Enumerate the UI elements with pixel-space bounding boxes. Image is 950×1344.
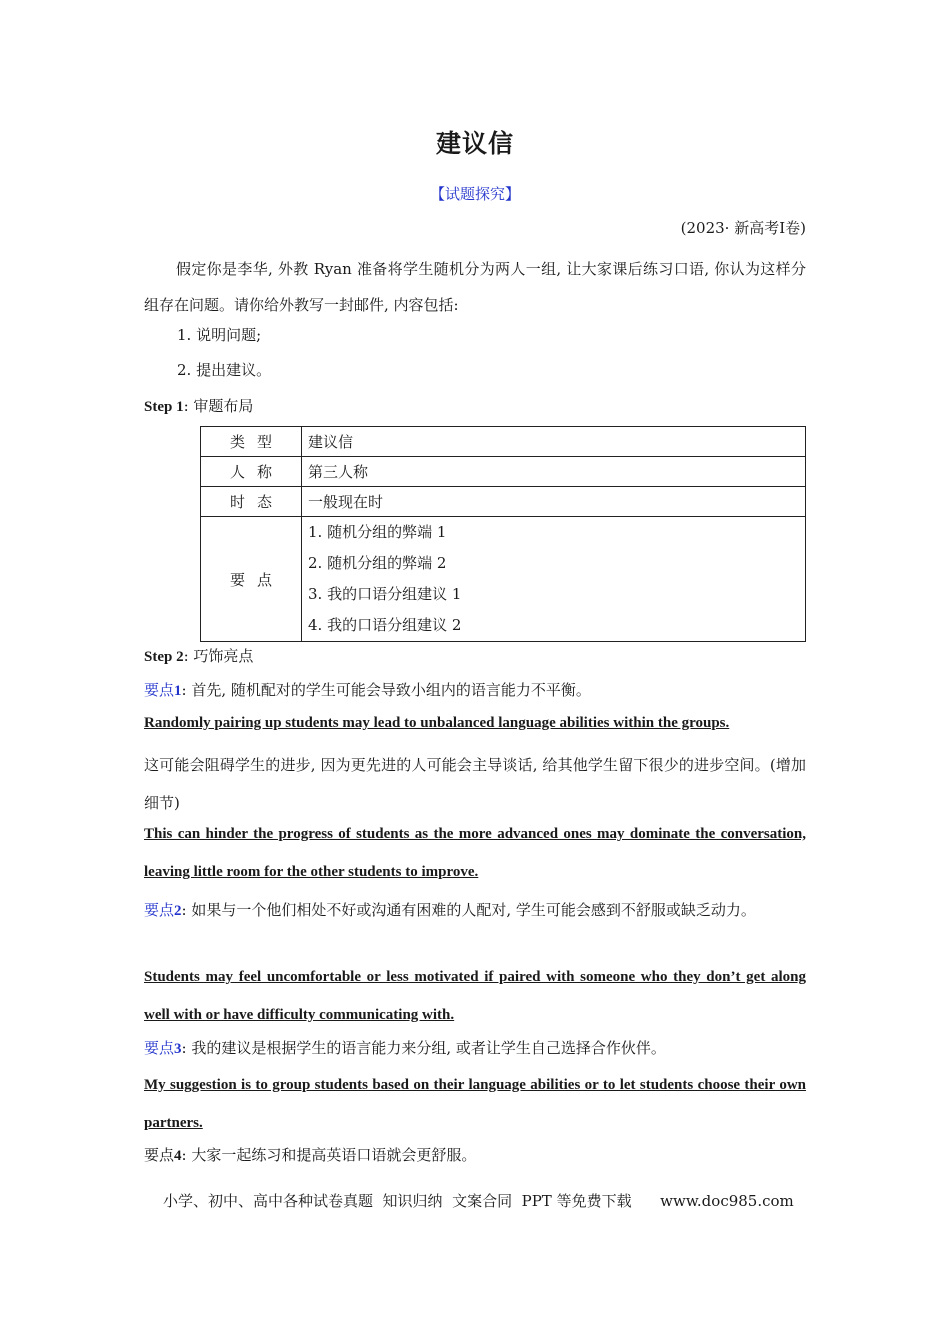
section-label: 【试题探究】 (429, 185, 520, 203)
key-point-label: 要点 (144, 901, 175, 919)
table-row (201, 517, 806, 642)
key-point-num: 4 (174, 1148, 182, 1164)
step2-label: Step 2 (144, 649, 184, 665)
key-point-cn: : 首先, 随机配对的学生可能会导致小组内的语言能力不平衡。 (181, 681, 591, 699)
exam-source: (2023· 新高考Ⅰ卷) (680, 219, 806, 237)
table-key: 类型 (201, 427, 302, 457)
table-row (201, 487, 806, 517)
step1-heading (144, 395, 806, 416)
key-point-label: 要点 (144, 681, 175, 699)
detail-cn: 这可能会阻碍学生的进步, 因为更先进的人可能会主导谈话, 给其他学生留下很少的进步空间。(增加细节) (144, 756, 806, 812)
key-point-num: 3 (174, 1041, 182, 1057)
table-key: 要点 (201, 517, 302, 642)
table-key: 人称 (201, 457, 302, 487)
detail-en: This can hinder the progress of students as the more advanced ones may dominate the conversation, leaving little room for the other students to improve. (144, 826, 806, 880)
step1-text: : 审题布局 (183, 397, 254, 415)
points-cell (302, 517, 806, 642)
key-point-label: 要点 (144, 1039, 175, 1057)
prompt-paragraph: 假定你是李华, 外教 Ryan 准备将学生随机分为两人一组, 让大家课后练习口语, 你认为这样分组存在问题。请你给外教写一封邮件, 内容包括: (144, 260, 806, 314)
table-row (201, 457, 806, 487)
step1-label: Step 1 (144, 399, 184, 415)
key-point-num: 1 (174, 683, 182, 699)
list-item: 4. 我的口语分组建议 2 (308, 616, 462, 634)
key-point-num: 2 (174, 903, 182, 919)
outline-table (200, 426, 806, 642)
key-point-en: Students may feel uncomfortable or less motivated if paired with someone who they don’t get along well with or have difficulty communicating with. (144, 969, 806, 1023)
page-footer: 小学、初中、高中各种试卷真题 知识归纳 文案合同 PPT 等免费下载 www.doc985.com (163, 1192, 794, 1210)
key-point-label: 要点 (144, 1146, 175, 1164)
key-point-cn: : 我的建议是根据学生的语言能力来分组, 或者让学生自己选择合作伙伴。 (181, 1039, 666, 1057)
list-item: 1. 随机分组的弊端 1 (308, 523, 447, 541)
key-point-en: Randomly pairing up students may lead to unbalanced language abilities within the groups. (144, 715, 730, 731)
table-row (201, 427, 806, 457)
key-point-3 (144, 1037, 806, 1058)
table-key: 时态 (201, 487, 302, 517)
step2-heading (144, 645, 806, 666)
table-value: 一般现在时 (302, 487, 806, 517)
key-point-cn: : 如果与一个他们相处不好或沟通有困难的人配对, 学生可能会感到不舒服或缺乏动力。 (181, 901, 756, 919)
list-item: 2. 随机分组的弊端 2 (308, 554, 447, 572)
step2-text: : 巧饰亮点 (183, 647, 254, 665)
key-point-2 (144, 891, 806, 930)
key-point-cn: : 大家一起练习和提高英语口语就会更舒服。 (181, 1146, 477, 1164)
page-title: 建议信 (435, 129, 514, 158)
table-value: 第三人称 (302, 457, 806, 487)
key-point-en: My suggestion is to group students based on their language abilities or to let students choose their own partners. (144, 1077, 806, 1131)
requirement-item: 2. 提出建议。 (177, 361, 272, 379)
requirement-item: 1. 说明问题; (177, 326, 262, 344)
key-point-4 (144, 1144, 806, 1165)
list-item: 3. 我的口语分组建议 1 (308, 585, 462, 603)
table-value: 建议信 (302, 427, 806, 457)
key-point-1 (144, 679, 806, 700)
